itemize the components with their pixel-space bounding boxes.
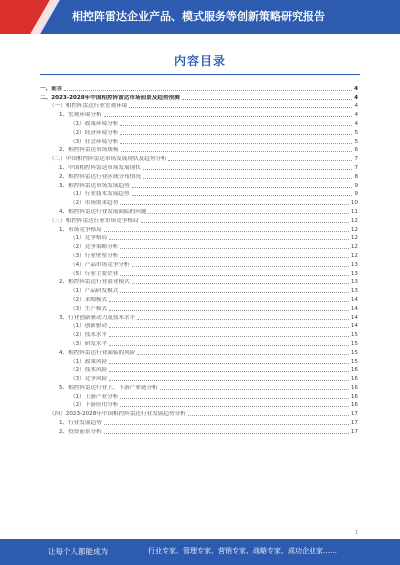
toc-leader-dots	[109, 336, 349, 337]
toc-leader-dots	[120, 292, 349, 293]
report-title: 相控阵雷达企业产品、模式服务等创新策略研究报告	[72, 10, 325, 23]
toc-leader-dots	[141, 222, 349, 223]
toc-entry[interactable]	[40, 374, 358, 383]
toc-entry-label: 4、相控阵雷达行业发展面临的问题	[59, 208, 147, 215]
toc-entry-label: （四）2023-2028年中国相控阵雷达行业发展趋势分析	[49, 411, 186, 418]
toc-entry[interactable]	[40, 102, 358, 111]
toc-leader-dots	[143, 178, 353, 179]
toc-entry-label: （3）行业壁垒分析	[70, 252, 119, 259]
toc-entry-label: （3）研发水平	[70, 340, 108, 347]
toc-entry[interactable]	[40, 234, 358, 243]
toc-entry-page: 9	[354, 191, 358, 198]
toc-entry-page: 11	[350, 208, 358, 215]
toc-leader-dots	[120, 257, 349, 258]
toc-entry-page: 13	[350, 288, 358, 295]
toc-leader-dots	[132, 266, 349, 267]
toc-entry-page: 15	[350, 358, 358, 365]
toc-entry-page: 4	[354, 85, 358, 92]
toc-entry-page: 16	[350, 376, 358, 383]
toc-title: 内容目录	[173, 54, 226, 68]
toc-entry-label: 3、行业创新驱动力及技术水平	[59, 314, 136, 321]
toc-entry-page: 7	[354, 156, 358, 163]
toc-leader-dots	[120, 204, 349, 205]
toc-leader-dots	[120, 248, 349, 249]
toc-entry-label: （2）下游应用分析	[70, 402, 119, 409]
toc-entry-label: （2）经济环境分析	[70, 129, 119, 136]
toc-entry-label: （1）产品研发模式	[70, 288, 119, 295]
toc-entry[interactable]	[40, 119, 358, 128]
toc-entry-page: 13	[350, 270, 358, 277]
toc-leader-dots	[188, 415, 349, 416]
toc-entry-page: 4	[354, 112, 358, 119]
toc-entry-label: 5、相控阵雷达行业上、下游产业链分析	[59, 384, 158, 391]
toc-entry-page: 10	[350, 200, 358, 207]
toc-entry[interactable]	[40, 172, 358, 181]
toc-entry[interactable]	[40, 84, 358, 93]
toc-entry-label: （1）政策环境分析	[70, 120, 119, 127]
toc-entry[interactable]	[40, 401, 358, 410]
toc-leader-dots	[129, 107, 352, 108]
toc-entry-label: 一、前言	[40, 85, 63, 92]
toc-entry[interactable]	[40, 348, 358, 357]
toc-entry-label: （2）采购模式	[70, 296, 108, 303]
toc-leader-dots	[104, 231, 349, 232]
toc-leader-dots	[109, 345, 349, 346]
toc-entry[interactable]	[40, 304, 358, 313]
toc-leader-dots	[160, 389, 349, 390]
toc-leader-dots	[109, 380, 349, 381]
toc-leader-dots	[120, 134, 352, 135]
toc-leader-dots	[104, 433, 349, 434]
report-header	[0, 0, 400, 34]
toc-entry[interactable]	[40, 163, 358, 172]
toc-entry-page: 8	[354, 173, 358, 180]
toc-entry-label: （4）产品市场竞争分析	[70, 261, 130, 268]
toc-entry[interactable]	[40, 110, 358, 119]
toc-entry[interactable]	[40, 357, 358, 366]
toc-entry[interactable]	[40, 242, 358, 251]
toc-entry-page: 4	[354, 120, 358, 127]
toc-entry-page: 14	[350, 296, 358, 303]
toc-entry-label: （2）市场需求趋势	[70, 200, 119, 207]
toc-entry-label: 1、市场竞争格局	[59, 226, 102, 233]
toc-entry-label: 2、相控阵雷达市场规模	[59, 147, 119, 154]
toc-entry-page: 4	[354, 94, 358, 101]
report-footer	[0, 539, 400, 565]
toc-leader-dots	[104, 424, 349, 425]
toc-entry-page: 5	[354, 129, 358, 136]
toc-entry-page: 12	[350, 252, 358, 259]
toc-entry-page: 16	[350, 384, 358, 391]
toc-entry-label: 3、相控阵雷达市场发展趋势	[59, 182, 130, 189]
toc-entry-page: 5	[354, 138, 358, 145]
toc-entry-label: 1、中国相控阵雷达市场发展现状	[59, 164, 141, 171]
toc-entry-label: 2、投资前景分析	[59, 428, 102, 435]
toc-leader-dots	[120, 143, 352, 144]
toc-entry[interactable]	[40, 392, 358, 401]
toc-leader-dots	[168, 160, 352, 161]
toc-entry[interactable]	[40, 251, 358, 260]
toc-entry[interactable]	[40, 146, 358, 155]
toc-entry-page: 15	[350, 340, 358, 347]
toc-entry-label: （3）社会环境分析	[70, 138, 119, 145]
toc-entry[interactable]	[40, 154, 358, 163]
footer-roles: 行业专家、管理专家、营销专家、战略专家、成功企业家……	[148, 547, 337, 555]
toc-entry-page: 17	[350, 411, 358, 418]
toc-leader-dots	[120, 406, 349, 407]
toc-leader-dots	[132, 195, 353, 196]
toc-entry[interactable]	[40, 383, 358, 392]
toc-entry[interactable]	[40, 260, 358, 269]
toc-entry-page: 16	[350, 402, 358, 409]
toc-leader-dots	[137, 354, 349, 355]
toc-entry[interactable]	[40, 278, 358, 287]
toc-entry[interactable]	[40, 216, 358, 225]
table-of-contents	[40, 84, 358, 436]
toc-entry-label: （1）上游产业分析	[70, 393, 119, 400]
toc-entry-label: 4、相控阵雷达行业面临的风险	[59, 349, 136, 356]
toc-entry-page: 16	[350, 393, 358, 400]
toc-leader-dots	[121, 151, 353, 152]
toc-leader-dots	[120, 398, 349, 399]
toc-entry[interactable]	[40, 286, 358, 295]
toc-leader-dots	[109, 363, 349, 364]
toc-entry[interactable]	[40, 418, 358, 427]
toc-entry-page: 17	[350, 420, 358, 427]
toc-entry[interactable]	[40, 313, 358, 322]
toc-leader-dots	[109, 327, 349, 328]
toc-entry[interactable]	[40, 181, 358, 190]
toc-entry-label: 二、2023-2028年中国相控阵雷达市场前景及趋势预测	[40, 94, 180, 101]
toc-entry[interactable]	[40, 93, 358, 102]
toc-entry[interactable]	[40, 366, 358, 375]
toc-leader-dots	[109, 371, 349, 372]
toc-entry-page: 16	[350, 367, 358, 374]
toc-entry-label: （1）行业技术发展趋势	[70, 191, 130, 198]
toc-leader-dots	[132, 187, 353, 188]
toc-entry[interactable]	[40, 330, 358, 339]
toc-entry-page: 13	[350, 261, 358, 268]
toc-entry[interactable]	[40, 322, 358, 331]
toc-entry-page: 14	[350, 323, 358, 330]
toc-entry-label: （二）中国相控阵雷达市场发展现状及趋势分析	[49, 156, 167, 163]
toc-entry[interactable]	[40, 225, 358, 234]
toc-entry-label: （1）创新驱动	[70, 323, 108, 330]
toc-entry-label: 1、宏观环境分析	[59, 112, 102, 119]
toc-entry-page: 7	[354, 164, 358, 171]
toc-entry-label: 2、相控阵雷达行业商业模式	[59, 279, 130, 286]
toc-entry-page: 15	[350, 349, 358, 356]
toc-entry-page: 13	[350, 279, 358, 286]
toc-entry[interactable]	[40, 128, 358, 137]
toc-entry-page: 12	[350, 217, 358, 224]
toc-entry-label: （2）技术水平	[70, 332, 108, 339]
toc-entry[interactable]	[40, 198, 358, 207]
toc-entry[interactable]	[40, 427, 358, 436]
footer-slogan: 让每个人都能成为	[48, 547, 108, 556]
toc-entry-label: 2、相控阵雷达行业区域分布情况	[59, 173, 141, 180]
toc-entry-page: 15	[350, 332, 358, 339]
toc-leader-dots	[120, 125, 352, 126]
toc-entry-page: 9	[354, 182, 358, 189]
toc-entry-page: 12	[350, 235, 358, 242]
toc-entry-page: 4	[354, 103, 358, 110]
toc-top-rule	[40, 74, 360, 75]
toc-entry-label: （1）竞争格局	[70, 235, 108, 242]
toc-entry-page: 14	[350, 314, 358, 321]
page-number: 1	[354, 530, 358, 536]
toc-entry-label: （1）政策风险	[70, 358, 108, 365]
toc-entry-label: （三）相控阵雷达行业市场竞争格局	[49, 217, 139, 224]
toc-leader-dots	[120, 275, 349, 276]
toc-entry-label: （一）相控阵雷达行业宏观环境	[49, 103, 128, 110]
toc-entry-page: 12	[350, 244, 358, 251]
toc-entry[interactable]	[40, 339, 358, 348]
toc-entry[interactable]	[40, 137, 358, 146]
toc-entry[interactable]	[40, 295, 358, 304]
toc-leader-dots	[148, 213, 348, 214]
toc-leader-dots	[182, 99, 352, 100]
toc-entry-page: 12	[350, 226, 358, 233]
toc-entry-page: 17	[350, 428, 358, 435]
toc-entry-label: （3）竞争风险	[70, 376, 108, 383]
toc-entry-label: （2）竞争策略分析	[70, 244, 119, 251]
toc-leader-dots	[137, 319, 349, 320]
toc-leader-dots	[132, 283, 349, 284]
toc-entry-label: （2）技术风险	[70, 367, 108, 374]
toc-entry-label: 1、行业发展趋势	[59, 420, 102, 427]
toc-entry[interactable]	[40, 190, 358, 199]
toc-entry-page: 6	[354, 147, 358, 154]
toc-leader-dots	[109, 310, 349, 311]
toc-entry-label: （3）生产模式	[70, 305, 108, 312]
toc-entry-label: （5）行业主要企业	[70, 270, 119, 277]
toc-leader-dots	[109, 301, 349, 302]
toc-entry-page: 14	[350, 305, 358, 312]
toc-entry[interactable]	[40, 207, 358, 216]
toc-leader-dots	[143, 169, 353, 170]
toc-entry[interactable]	[40, 269, 358, 278]
toc-leader-dots	[64, 90, 352, 91]
toc-leader-dots	[104, 116, 353, 117]
toc-leader-dots	[109, 239, 349, 240]
toc-entry[interactable]	[40, 409, 358, 418]
